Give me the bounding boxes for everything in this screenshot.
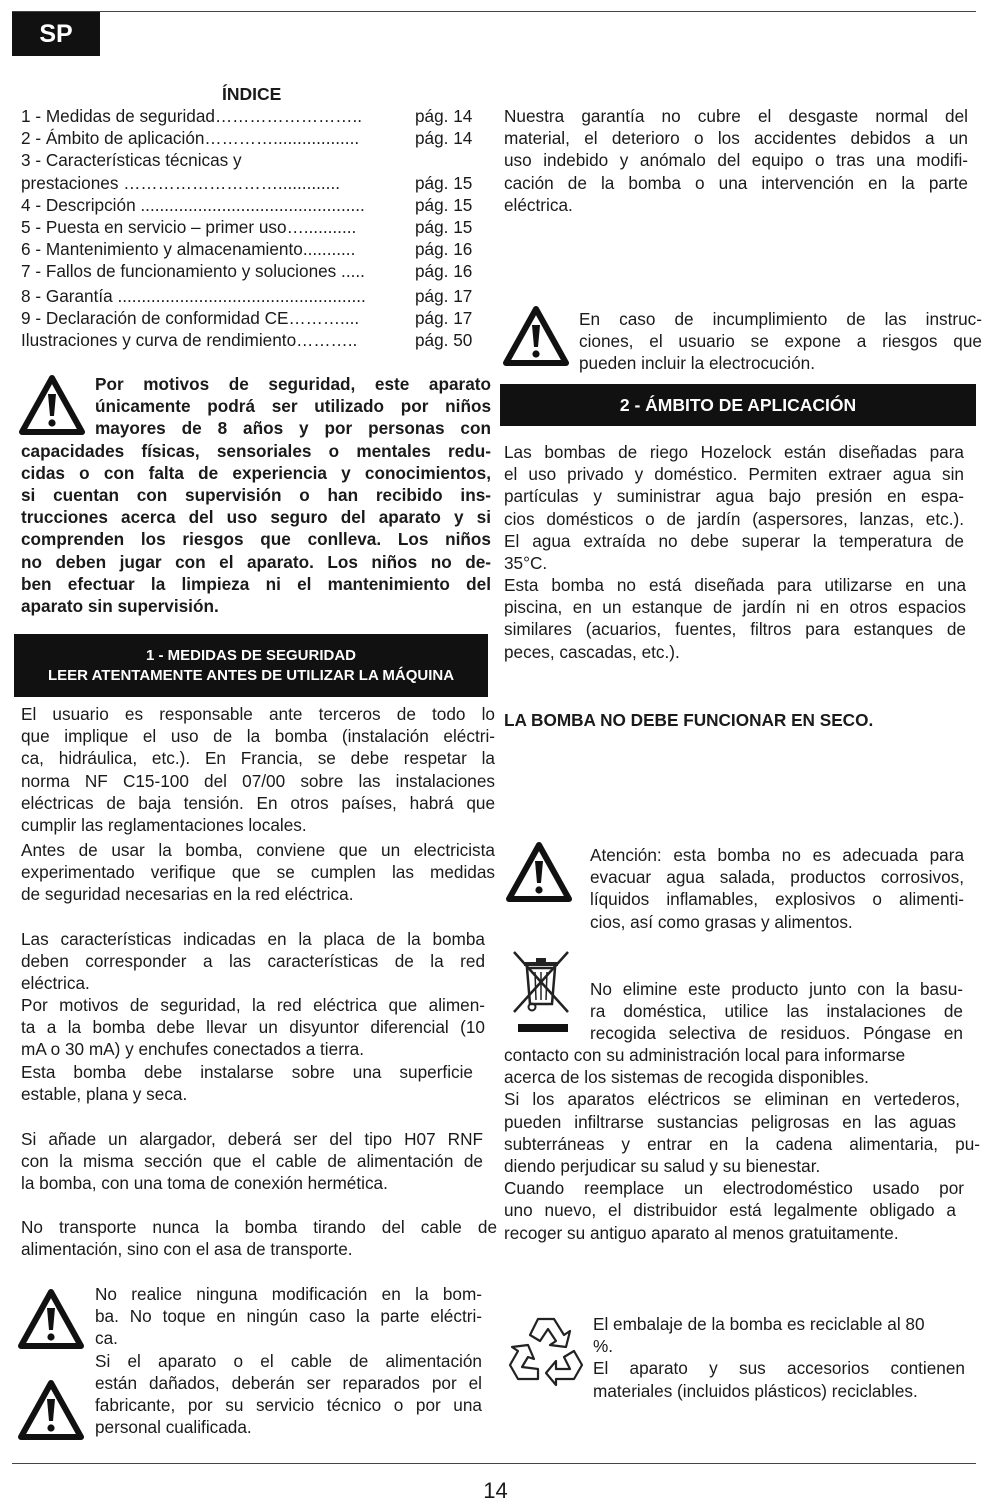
text-line: Por motivos de seguridad, la red eléctrica que alimen- (21, 995, 485, 1015)
warning-line: únicamente podrá ser utilizado por niños (95, 396, 491, 417)
bottom-rule (12, 1463, 976, 1464)
text-line: estable, plana y seca. (21, 1084, 188, 1105)
top-rule (12, 11, 976, 12)
warning-line: ben efectuar la limpieza ni el mantenimiento del (21, 573, 491, 594)
text-line: eléctrica. (504, 194, 573, 215)
text-line: peces, cascadas, etc.). (504, 641, 680, 662)
text-line: piscina, en un estanque de jardín ni en otros espacios (504, 597, 966, 618)
toc-label: Ilustraciones y curva de rendimiento……….. (21, 330, 358, 351)
toc-row (21, 216, 481, 238)
text-line: el uso privado y doméstico. Permiten extraer agua sin (504, 464, 964, 485)
recycle-line: materiales (incluidos plásticos) reciclables. (593, 1380, 918, 1401)
text-line: No transporte nunca la bomba tirando del cable de (21, 1217, 497, 1237)
toc-label: 7 - Fallos de funcionamiento y soluciones ..... (21, 261, 365, 282)
text-line: experimentado verifique que se cumplen las medidas (21, 862, 495, 883)
recycle-note (593, 1313, 965, 1402)
text-line: Esta bomba debe instalarse sobre una superficie (21, 1062, 473, 1082)
warning-icon (502, 305, 570, 367)
text-line: partículas y suministrar agua bajo presión en espa- (504, 486, 964, 507)
toc-label: 6 - Mantenimiento y almacenamiento........... (21, 239, 356, 260)
text-line: uso indebido y anómalo del equipo o tras una modifi- (504, 150, 968, 171)
toc-page: pág. 16 (415, 261, 473, 282)
crossed-bin-icon (510, 950, 572, 1038)
text-line: cios domésticos o de jardín (aspersores, lanzas, etc.). (504, 508, 964, 529)
toc-row (21, 260, 481, 282)
toc-page: pág. 15 (415, 217, 473, 238)
recycle-line: %. (593, 1336, 614, 1357)
weee-line: diendo perjudicar su salud y su bienestar. (504, 1156, 821, 1177)
weee-line: recogida selectiva de residuos. Póngase en (590, 1023, 963, 1044)
weee-line: subterráneas y entrar en la cadena alimentaria, pu- (504, 1133, 980, 1154)
section-1-paragraph (21, 703, 495, 836)
recycle-line: El embalaje de la bomba es reciclable al 80 (593, 1314, 925, 1334)
toc-label: 5 - Puesta en servicio – primer uso…........... (21, 217, 357, 238)
section-1-subtitle: LEER ATENTAMENTE ANTES DE UTILIZAR LA MÁQUINA (47, 666, 455, 684)
weee-line: pueden infiltrarse sustancias peligrosas en las aguas (504, 1111, 956, 1132)
weee-body (504, 1044, 980, 1244)
warning-line: no deben jugar con el aparato. Los niños no de- (21, 551, 491, 572)
weee-line: Cuando reemplace un electrodoméstico usado por (504, 1178, 964, 1199)
text-line: Antes de usar la bomba, conviene que un electricista (21, 840, 495, 860)
toc-page: pág. 50 (415, 330, 473, 351)
text-line: Esta bomba no está diseñada para utilizarse en una (504, 575, 966, 595)
text-line: líquidos inflamables, explosivos o alimenti- (590, 889, 964, 910)
text-line: eléctricas de baja tensión. En otros países, habrá que (21, 792, 495, 813)
warning-line: capacidades físicas, sensoriales o mentales redu- (21, 440, 491, 461)
toc-page: pág. 16 (415, 239, 473, 260)
weee-line: uno nuevo, el distribuidor está legalmente obligado a (504, 1200, 956, 1221)
toc-row (21, 329, 481, 351)
toc-page: pág. 17 (415, 285, 473, 306)
text-line: material, el deterioro o los accidentes debidos a un (504, 128, 968, 149)
section-1-paragraph (21, 1216, 497, 1260)
toc-page: pág. 17 (415, 307, 473, 328)
weee-line: ra doméstica, utilice las instalaciones de (590, 1001, 963, 1022)
toc-label: 9 - Declaración de conformidad CE……….... (21, 307, 360, 328)
warning-icon (17, 1288, 85, 1350)
warning-line: si cuentan con supervisión o han recibido ins- (21, 485, 491, 506)
text-line: ciones, el usuario se expone a riesgos que (579, 331, 982, 352)
warning-line: trucciones acerca del uso seguro del aparato y si (21, 507, 491, 528)
toc-page: pág. 15 (415, 194, 473, 215)
section-1-paragraph (21, 994, 485, 1061)
text-line: evacuar agua salada, productos corrosivos, (590, 867, 964, 888)
text-line: No realice ninguna modificación en la bom- (95, 1284, 482, 1304)
text-line: de seguridad necesarias en la red eléctrica. (21, 884, 354, 905)
warning-line: Por motivos de seguridad, este aparato (95, 374, 491, 394)
section-1-paragraph (21, 928, 485, 995)
text-line: deben corresponder a las características de la red (21, 951, 485, 972)
warning-icon (17, 1379, 85, 1441)
section-1-header (14, 634, 488, 697)
text-line: similares (acuarios, fuentes, filtros para estanques de (504, 619, 966, 640)
weee-line: No elimine este producto junto con la basu- (590, 979, 963, 999)
toc-label: 1 - Medidas de seguridad…………………….. (21, 106, 363, 126)
warning-icon (505, 841, 573, 903)
weee-line: contacto con su administración local para informarse (504, 1045, 906, 1065)
weee-line: Si los aparatos eléctricos se eliminan en vertederos, (504, 1089, 960, 1110)
language-badge: SP (12, 12, 100, 56)
warranty-note (504, 105, 968, 216)
recycle-line: El aparato y sus accesorios contienen (593, 1358, 965, 1379)
warning-line: comprenden los riesgos que conlleva. Los niños (21, 529, 491, 550)
text-line: Atención: esta bomba no es adecuada para (590, 845, 964, 865)
text-line: ca. (95, 1328, 118, 1349)
text-line: personal cualificada. (95, 1417, 252, 1438)
text-line: con la misma sección que el cable de alimentación de (21, 1151, 483, 1172)
text-line: cumplir las reglamentaciones locales. (21, 815, 307, 836)
toc-page: pág. 14 (415, 128, 473, 149)
toc-row (21, 105, 481, 127)
toc-label: 8 - Garantía .................................................... (21, 285, 366, 306)
section-2-header: 2 - ÁMBITO DE APLICACIÓN (500, 384, 976, 426)
text-line: 35°C. (504, 553, 548, 574)
text-line: alimentación, sino con el asa de transporte. (21, 1239, 353, 1260)
attention-note (590, 844, 964, 933)
weee-line: recoger su antiguo aparato al menos gratuitamente. (504, 1222, 899, 1243)
text-line: Las características indicadas en la placa de la bomba (21, 929, 485, 949)
warning-line: mayores de 8 años y por personas con (95, 418, 491, 439)
warning-line: cidas o con falta de experiencia y conocimientos, (21, 462, 491, 483)
text-line: norma NF C15-100 del 07/00 sobre las instalaciones (21, 770, 495, 791)
text-line: Si añade un alargador, deberá ser del tipo H07 RNF (21, 1129, 483, 1149)
text-line: cios, así como grasas y alimentos. (590, 911, 853, 932)
warning-line: aparato sin supervisión. (21, 596, 219, 617)
text-line: pueden incluir la electrocución. (579, 353, 815, 374)
toc-row (21, 238, 481, 260)
section-1-paragraph (21, 1061, 473, 1105)
text-line: la bomba, con una toma de conexión hermética. (21, 1173, 388, 1194)
text-line: El agua extraída no debe superar la temperatura de (504, 530, 964, 551)
toc-page: pág. 14 (415, 106, 473, 126)
toc-row (21, 127, 481, 149)
recycle-icon (508, 1313, 584, 1389)
text-line: ca, hidráulica, etc.). En Francia, se debe respetar la (21, 748, 495, 769)
text-line: que implique el uso de la bomba (instalación eléctri- (21, 726, 495, 747)
text-line: eléctrica. (21, 973, 90, 994)
table-of-contents (21, 105, 481, 351)
toc-row (21, 172, 481, 194)
text-line: ta a la bomba debe llevar un disyuntor diferencial (10 (21, 1017, 485, 1038)
toc-page: pág. 15 (415, 172, 473, 193)
section-2-paragraph (504, 574, 966, 663)
toc-label: prestaciones ………………………............. (21, 172, 340, 193)
text-line: El usuario es responsable ante terceros de todo lo (21, 704, 495, 724)
page-number: 14 (483, 1478, 508, 1503)
text-line: Nuestra garantía no cubre el desgaste normal del (504, 106, 968, 126)
section-1-paragraph (21, 839, 495, 906)
section-2-paragraph (504, 441, 964, 574)
toc-title: ÍNDICE (222, 84, 282, 104)
text-line: Las bombas de riego Hozelock están diseñadas para (504, 442, 964, 462)
section-1-title: 1 - MEDIDAS DE SEGURIDAD (145, 646, 357, 664)
weee-head (590, 978, 963, 1045)
text-line: están dañados, deberán ser reparados por el (95, 1372, 482, 1393)
section-1-paragraph (21, 1128, 483, 1195)
dry-run-warning: LA BOMBA NO DEBE FUNCIONAR EN SECO. (504, 710, 874, 730)
toc-row (21, 307, 481, 329)
toc-row: 3 - Características técnicas y (21, 150, 242, 171)
electrocution-warning (579, 308, 982, 375)
text-line: ba. No toque en ningún caso la parte eléctri- (95, 1306, 482, 1327)
toc-row (21, 285, 481, 307)
toc-label: 2 - Ámbito de aplicación………….................. (21, 128, 360, 149)
toc-row (21, 194, 481, 216)
repair-warning (95, 1283, 482, 1438)
text-line: Si el aparato o el cable de alimentación (95, 1350, 482, 1371)
text-line: En caso de incumplimiento de las instruc- (579, 309, 982, 329)
toc-label: 4 - Descripción ............................................... (21, 194, 365, 215)
children-warning (21, 373, 491, 617)
weee-line: acerca de los sistemas de recogida disponibles. (504, 1067, 869, 1088)
text-line: mA o 30 mA) y enchufes conectados a tierra. (21, 1039, 364, 1060)
text-line: cación de la bomba o una intervención en la parte (504, 172, 968, 193)
text-line: fabricante, por su servicio técnico o por una (95, 1395, 482, 1416)
